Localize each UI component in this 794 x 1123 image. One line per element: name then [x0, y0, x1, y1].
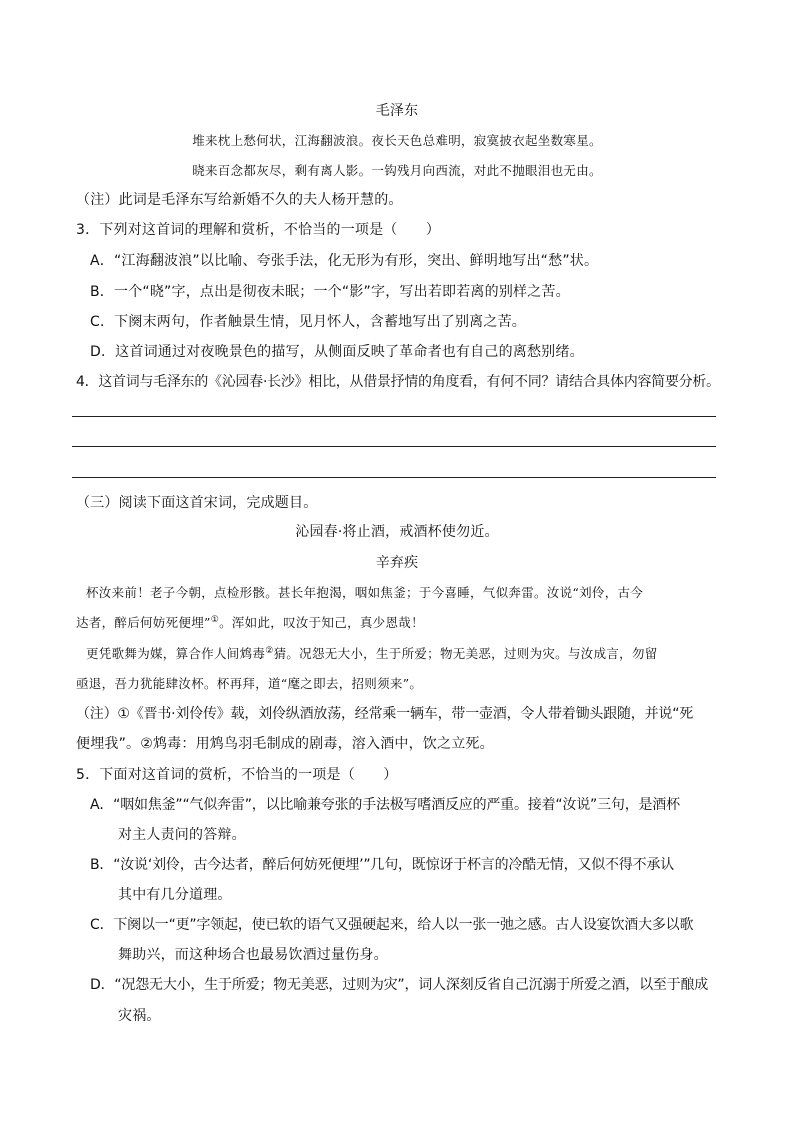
- question-3-option-d: D．这首词通过对夜晚景色的描写，从侧面反映了革命者也有自己的离愁别绪。: [90, 344, 584, 360]
- question-5-option-d-line2: 灾祸。: [118, 1008, 161, 1024]
- poem2-para2-line2: 亟退，吾力犹能肆汝杯。杯再拜，道“麾之即去，招则须来”。: [76, 676, 423, 691]
- poem1-line-2: 晓来百念都灰尽，剩有离人影。一钩残月向西流，对此不抛眼泪也无由。: [192, 163, 602, 178]
- question-5-option-a-line1: A．“咽如焦釜”“气似奔雷”，以比喻兼夸张的手法极写嗜酒反应的严重。接着“汝说”三句，是酒杯: [90, 797, 680, 813]
- poem2-para2-line1-text-a: 更凭歌舞为媒，算合作人间鸩毒: [86, 646, 266, 661]
- question-5-option-a-line2: 对主人责问的答辩。: [118, 827, 246, 843]
- question-4-stem: 4．这首词与毛泽东的《沁园春·长沙》相比，从借景抒情的角度看，有何不同？请结合具体内容简要分析。: [76, 374, 720, 390]
- poem2-para1-line2-text-a: 达者，醉后何妨死便埋”: [76, 615, 211, 630]
- answer-line-3: [72, 477, 716, 478]
- question-3-option-a: A．“江海翻波浪”以比喻、夸张手法，化无形为有形，突出、鲜明地写出“愁”状。: [90, 253, 599, 269]
- poem2-para1-line2-text-b: 。浑如此，叹汝于知己，真少恩哉！: [219, 615, 424, 630]
- poem2-para1-line1: 杯汝来前！老子今朝，点检形骸。甚长年抱渴，咽如焦釜；于今喜睡，气似奔雷。汝说“刘伶，古今: [86, 585, 644, 600]
- question-3-option-c: C．下阕末两句，作者触景生情，见月怀人，含蓄地写出了别离之苦。: [90, 314, 526, 330]
- poem1-note: （注）此词是毛泽东写给新婚不久的夫人杨开慧的。: [76, 192, 403, 208]
- question-5-option-d-line1: D．“况怨无大小，生于所爱；物无美恶，过则为灾”，词人深刻反省自己沉溺于所爱之酒，以至于酿成: [90, 977, 709, 993]
- question-5-option-b-line1: B．“汝说‘刘伶，古今达者，醉后何妨死便埋’”几句，既惊讶于杯言的冷酷无情，又似不得不承认: [90, 857, 675, 873]
- footnote-marker-1: ①: [210, 614, 220, 625]
- poem2-para2-line1-text-b: 猜。况怨无大小，生于所爱；物无美恶，过则为灾。与汝成言，勿留: [273, 646, 658, 661]
- section-3-heading: （三）阅读下面这首宋词，完成题目。: [76, 495, 318, 511]
- poem2-note-line2: 便埋我”。②鸩毒：用鸩鸟羽毛制成的剧毒，溶入酒中，饮之立死。: [76, 736, 494, 752]
- poem2-para1-line2: [76, 613, 424, 633]
- poem2-para2-line1: [86, 644, 658, 664]
- question-5-option-c-line2: 舞助兴，而这种场合也最易饮酒过量伤身。: [118, 947, 388, 963]
- question-3-stem: 3．下列对这首词的理解和赏析，不恰当的一项是（ ）: [76, 222, 441, 238]
- question-5-stem: 5．下面对这首词的赏析，不恰当的一项是（ ）: [76, 767, 398, 783]
- poem2-author: 辛弃疾: [375, 555, 419, 571]
- question-5-option-b-line2: 其中有几分道理。: [118, 887, 232, 903]
- poem2-title: 沁园春·将止酒，戒酒杯使勿近。: [295, 524, 499, 540]
- answer-line-1: [72, 416, 716, 417]
- poem2-note-line1: （注）①《晋书·刘伶传》载，刘伶纵酒放荡，经常乘一辆车，带一壶酒，令人带着锄头跟随，并说“死: [76, 706, 694, 722]
- question-5-option-c-line1: C．下阕以一“更”字领起，使已软的语气又强硬起来，给人以一张一弛之感。古人设宴饮酒大多以歌: [90, 917, 694, 933]
- question-3-option-b: B．一个“晓”字，点出是彻夜未眠；一个“影”字，写出若即若离的别样之苦。: [90, 284, 570, 300]
- footnote-marker-2: ②: [265, 645, 274, 656]
- answer-line-2: [72, 446, 716, 447]
- poem1-line-1: 堆来枕上愁何状，江海翻波浪。夜长天色总难明，寂寞披衣起坐数寒星。: [192, 133, 602, 148]
- poem1-author: 毛泽东: [375, 103, 419, 119]
